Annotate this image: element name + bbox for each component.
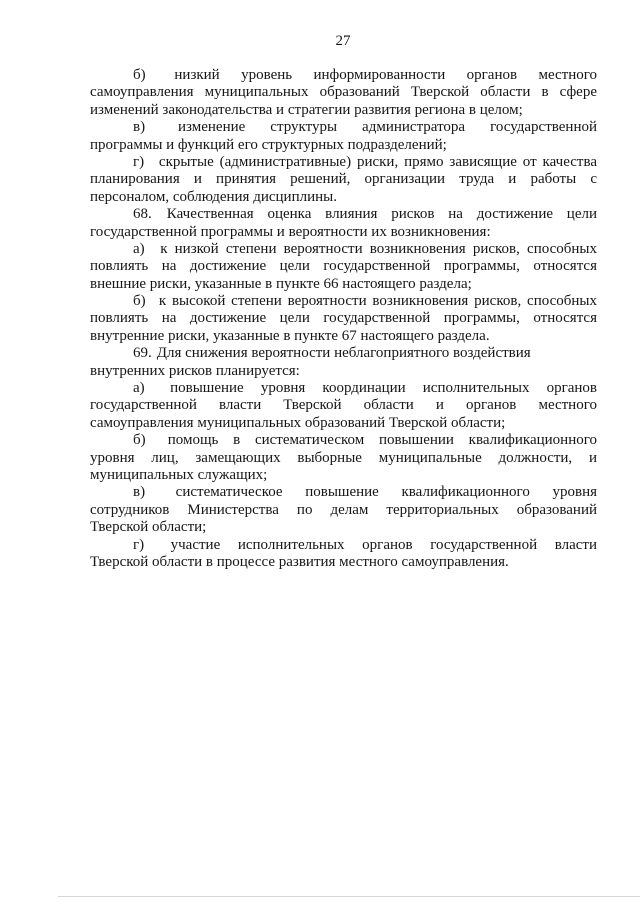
paragraph-line (90, 84, 597, 101)
paragraph-first-line (90, 241, 597, 258)
list-marker: г) (133, 536, 145, 553)
line-text: сотрудников Министерства по делам территориальных образований (90, 501, 597, 518)
list-marker: б) (133, 432, 146, 449)
paragraph-first-line (90, 380, 597, 397)
paragraph-first-line (90, 206, 597, 223)
line-text: скрытые (административные) риски, прямо зависящие от качества (158, 153, 597, 170)
paragraph-first-line (90, 154, 597, 171)
line-text: Для снижения вероятности неблагоприятного воздействия (156, 345, 531, 362)
paragraph-line (90, 519, 597, 536)
paragraph-line (90, 276, 597, 293)
paragraph-line (90, 189, 597, 206)
paragraph-line (90, 171, 597, 188)
line-text: внутренние риски, указанные в пункте 67 настоящего раздела. (90, 327, 490, 344)
paragraph-line (90, 310, 597, 327)
paragraph-line (90, 467, 597, 484)
list-marker: г) (133, 153, 145, 170)
page-number: 27 (335, 33, 351, 49)
paragraph-first-line (90, 67, 597, 84)
document-body (90, 67, 597, 571)
paragraph-line (90, 363, 597, 380)
paragraph-first-line (90, 537, 597, 554)
paragraph-line (90, 554, 597, 571)
paragraph-line (90, 258, 597, 275)
line-text: уровня лиц, замещающих выборные муниципальные должности, и (90, 449, 597, 466)
line-text: самоуправления муниципальных образований Тверской области в сфере (90, 84, 597, 101)
line-text: планирования и принятия решений, организации труда и работы с (90, 171, 597, 188)
paragraph-line (90, 415, 597, 432)
line-text: муниципальных служащих; (90, 466, 268, 483)
paragraph-first-line (90, 484, 597, 501)
line-text: систематическое повышение квалификационного уровня (175, 484, 598, 501)
paragraph-first-line (90, 293, 597, 310)
list-marker: б) (133, 293, 146, 310)
paragraph-line (90, 502, 597, 519)
line-text: к высокой степени вероятности возникновения рисков, способных (158, 293, 597, 310)
line-text: участие исполнительных органов государственной власти (170, 536, 597, 553)
line-text: низкий уровень информированности органов местного (174, 67, 597, 83)
line-text: повышение уровня координации исполнительных органов (170, 380, 598, 397)
paragraph-line (90, 450, 597, 467)
scan-edge-line (58, 896, 640, 897)
line-text: повлиять на достижение цели государственной программы, относятся (90, 258, 597, 275)
section-number: 68. (133, 206, 152, 223)
line-text: Качественная оценка влияния рисков на достижение цели (166, 206, 597, 223)
paragraph-first-line (90, 119, 597, 136)
paragraph-line (90, 397, 597, 414)
line-text: Тверской области; (90, 519, 207, 536)
line-text: повлиять на достижение цели государственной программы, относятся (90, 310, 597, 327)
line-text: самоуправления муниципальных образований Тверской области; (90, 414, 506, 431)
list-marker: в) (133, 484, 146, 501)
list-marker: а) (133, 240, 145, 257)
line-text: внутренних рисков планируется: (90, 362, 300, 379)
paragraph-line (90, 224, 597, 241)
line-text: помощь в систематическом повышении квалификационного (167, 432, 598, 449)
list-marker: б) (133, 67, 146, 83)
line-text: персоналом, соблюдения дисциплины. (90, 188, 337, 205)
paragraph-first-line (90, 432, 597, 449)
line-text: программы и функций его структурных подразделений; (90, 136, 447, 153)
line-text: Тверской области в процессе развития местного самоуправления. (90, 553, 509, 570)
line-text: внешние риски, указанные в пункте 66 настоящего раздела; (90, 275, 472, 292)
line-text: государственной программы и вероятности их возникновения: (90, 223, 491, 240)
line-text: государственной власти Тверской области и органов местного (90, 397, 597, 414)
paragraph-line (90, 328, 597, 345)
line-text: изменение структуры администратора государственной (178, 119, 597, 136)
paragraph-first-line (90, 345, 597, 362)
line-text: изменений законодательства и стратегии развития региона в целом; (90, 101, 523, 118)
section-number: 69. (133, 345, 152, 362)
line-text: к низкой степени вероятности возникновения рисков, способных (160, 240, 598, 257)
list-marker: а) (133, 380, 145, 397)
list-marker: в) (133, 119, 146, 136)
paragraph-line (90, 137, 597, 154)
paragraph-line (90, 102, 597, 119)
